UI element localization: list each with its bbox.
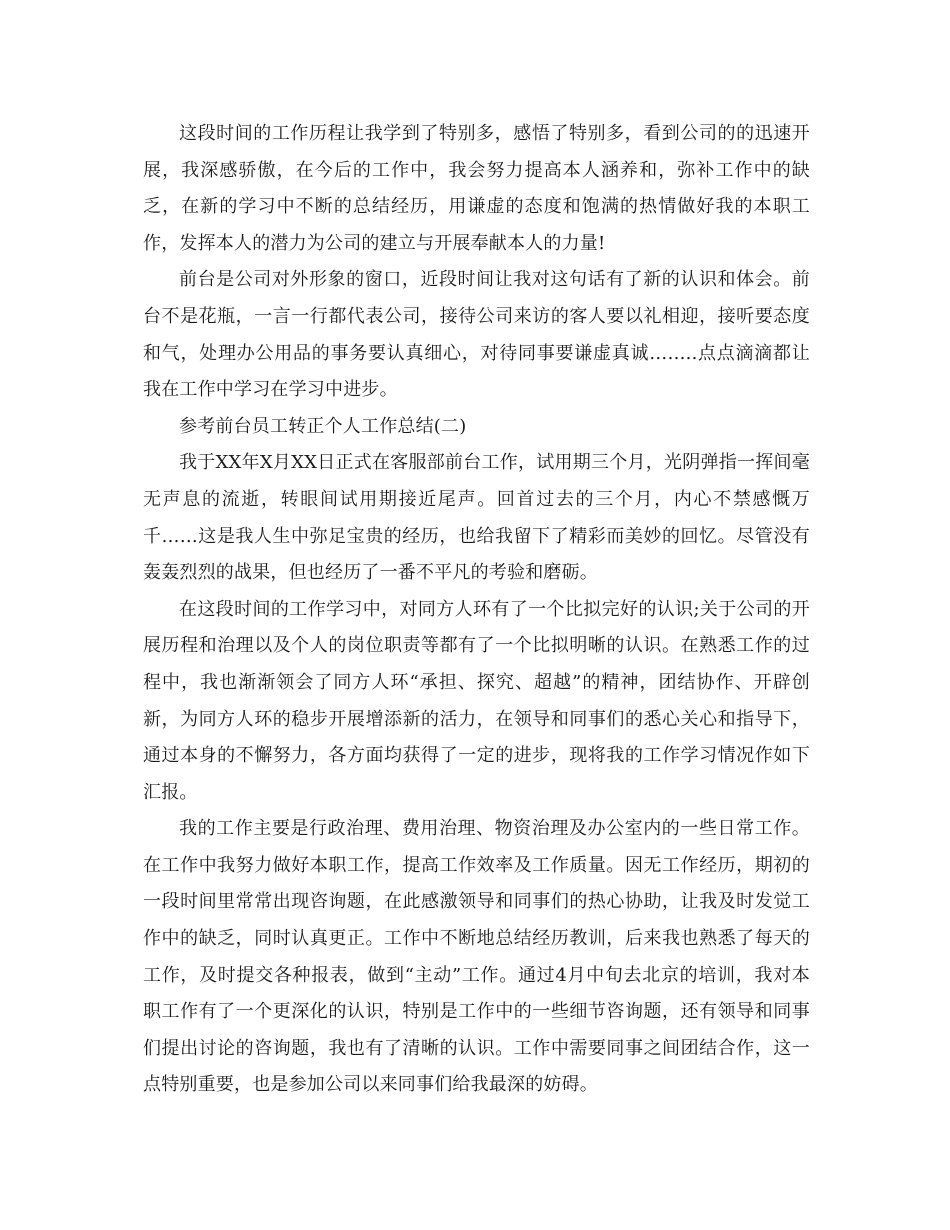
section-heading: 参考前台员工转正个人工作总结(二) — [179, 415, 467, 437]
paragraph-2: 前台是公司对外形象的窗口，近段时间让我对这句话有了新的认识和体会。前台不是花瓶，一言一行都代表公司，接待公司来访的客人要以礼相迎，接听要态度和气，处理办公用品的事务要认真细心，对待同事要谦虚真诚……..点点滴滴都让我在工作中学习在学习中进步。 — [143, 269, 810, 401]
paragraph-4: 在这段时间的工作学习中，对同方人环有了一个比拟完好的认识;关于公司的开展历程和治理以及个人的岗位职责等都有了一个比拟明晰的认识。在熟悉工作的过程中，我也渐渐领会了同方人环“承担、探究、超越”的精神，团结协作、开辟创新，为同方人环的稳步开展增添新的活力，在领导和同事们的悉心关心和指导下，通过本身的不懈努力，各方面均获得了一定的进步，现将我的工作学习情况作如下汇报。 — [143, 598, 810, 803]
paragraph-1: 这段时间的工作历程让我学到了特别多，感悟了特别多，看到公司的的迅速开展，我深感骄傲，在今后的工作中，我会努力提高本人涵养和，弥补工作中的缺乏，在新的学习中不断的总结经历，用谦虚的态度和饱满的热情做好我的本职工作，发挥本人的潜力为公司的建立与开展奉献本人的力量! — [143, 123, 810, 254]
paragraph-5: 我的工作主要是行政治理、费用治理、物资治理及办公室内的一些日常工作。在工作中我努力做好本职工作，提高工作效率及工作质量。因无工作经历，期初的一段时间里常常出现咨询题，在此感激领导和同事们的热心协助，让我及时发觉工作中的缺乏，同时认真更正。工作中不断地总结经历教训，后来我也熟悉了每天的工作，及时提交各种报表，做到“主动”工作。通过4月中旬去北京的培训，我对本职工作有了一个更深化的认识，特别是工作中的一些细节咨询题，还有领导和同事们提出讨论的咨询题，我也有了清晰的认识。工作中需要同事之间团结合作，这一点特别重要，也是参加公司以来同事们给我最深的妨碍。 — [143, 818, 810, 1096]
document-body — [143, 116, 810, 1104]
paragraph-3: 我于XX年X月XX日正式在客服部前台工作，试用期三个月，光阴弹指一挥间毫无声息的流逝，转眼间试用期接近尾声。回首过去的三个月，内心不禁感慨万千……这是我人生中弥足宝贵的经历，也给我留下了精彩而美妙的回忆。尽管没有轰轰烈烈的战果，但也经历了一番不平凡的考验和磨砺。 — [143, 452, 810, 584]
